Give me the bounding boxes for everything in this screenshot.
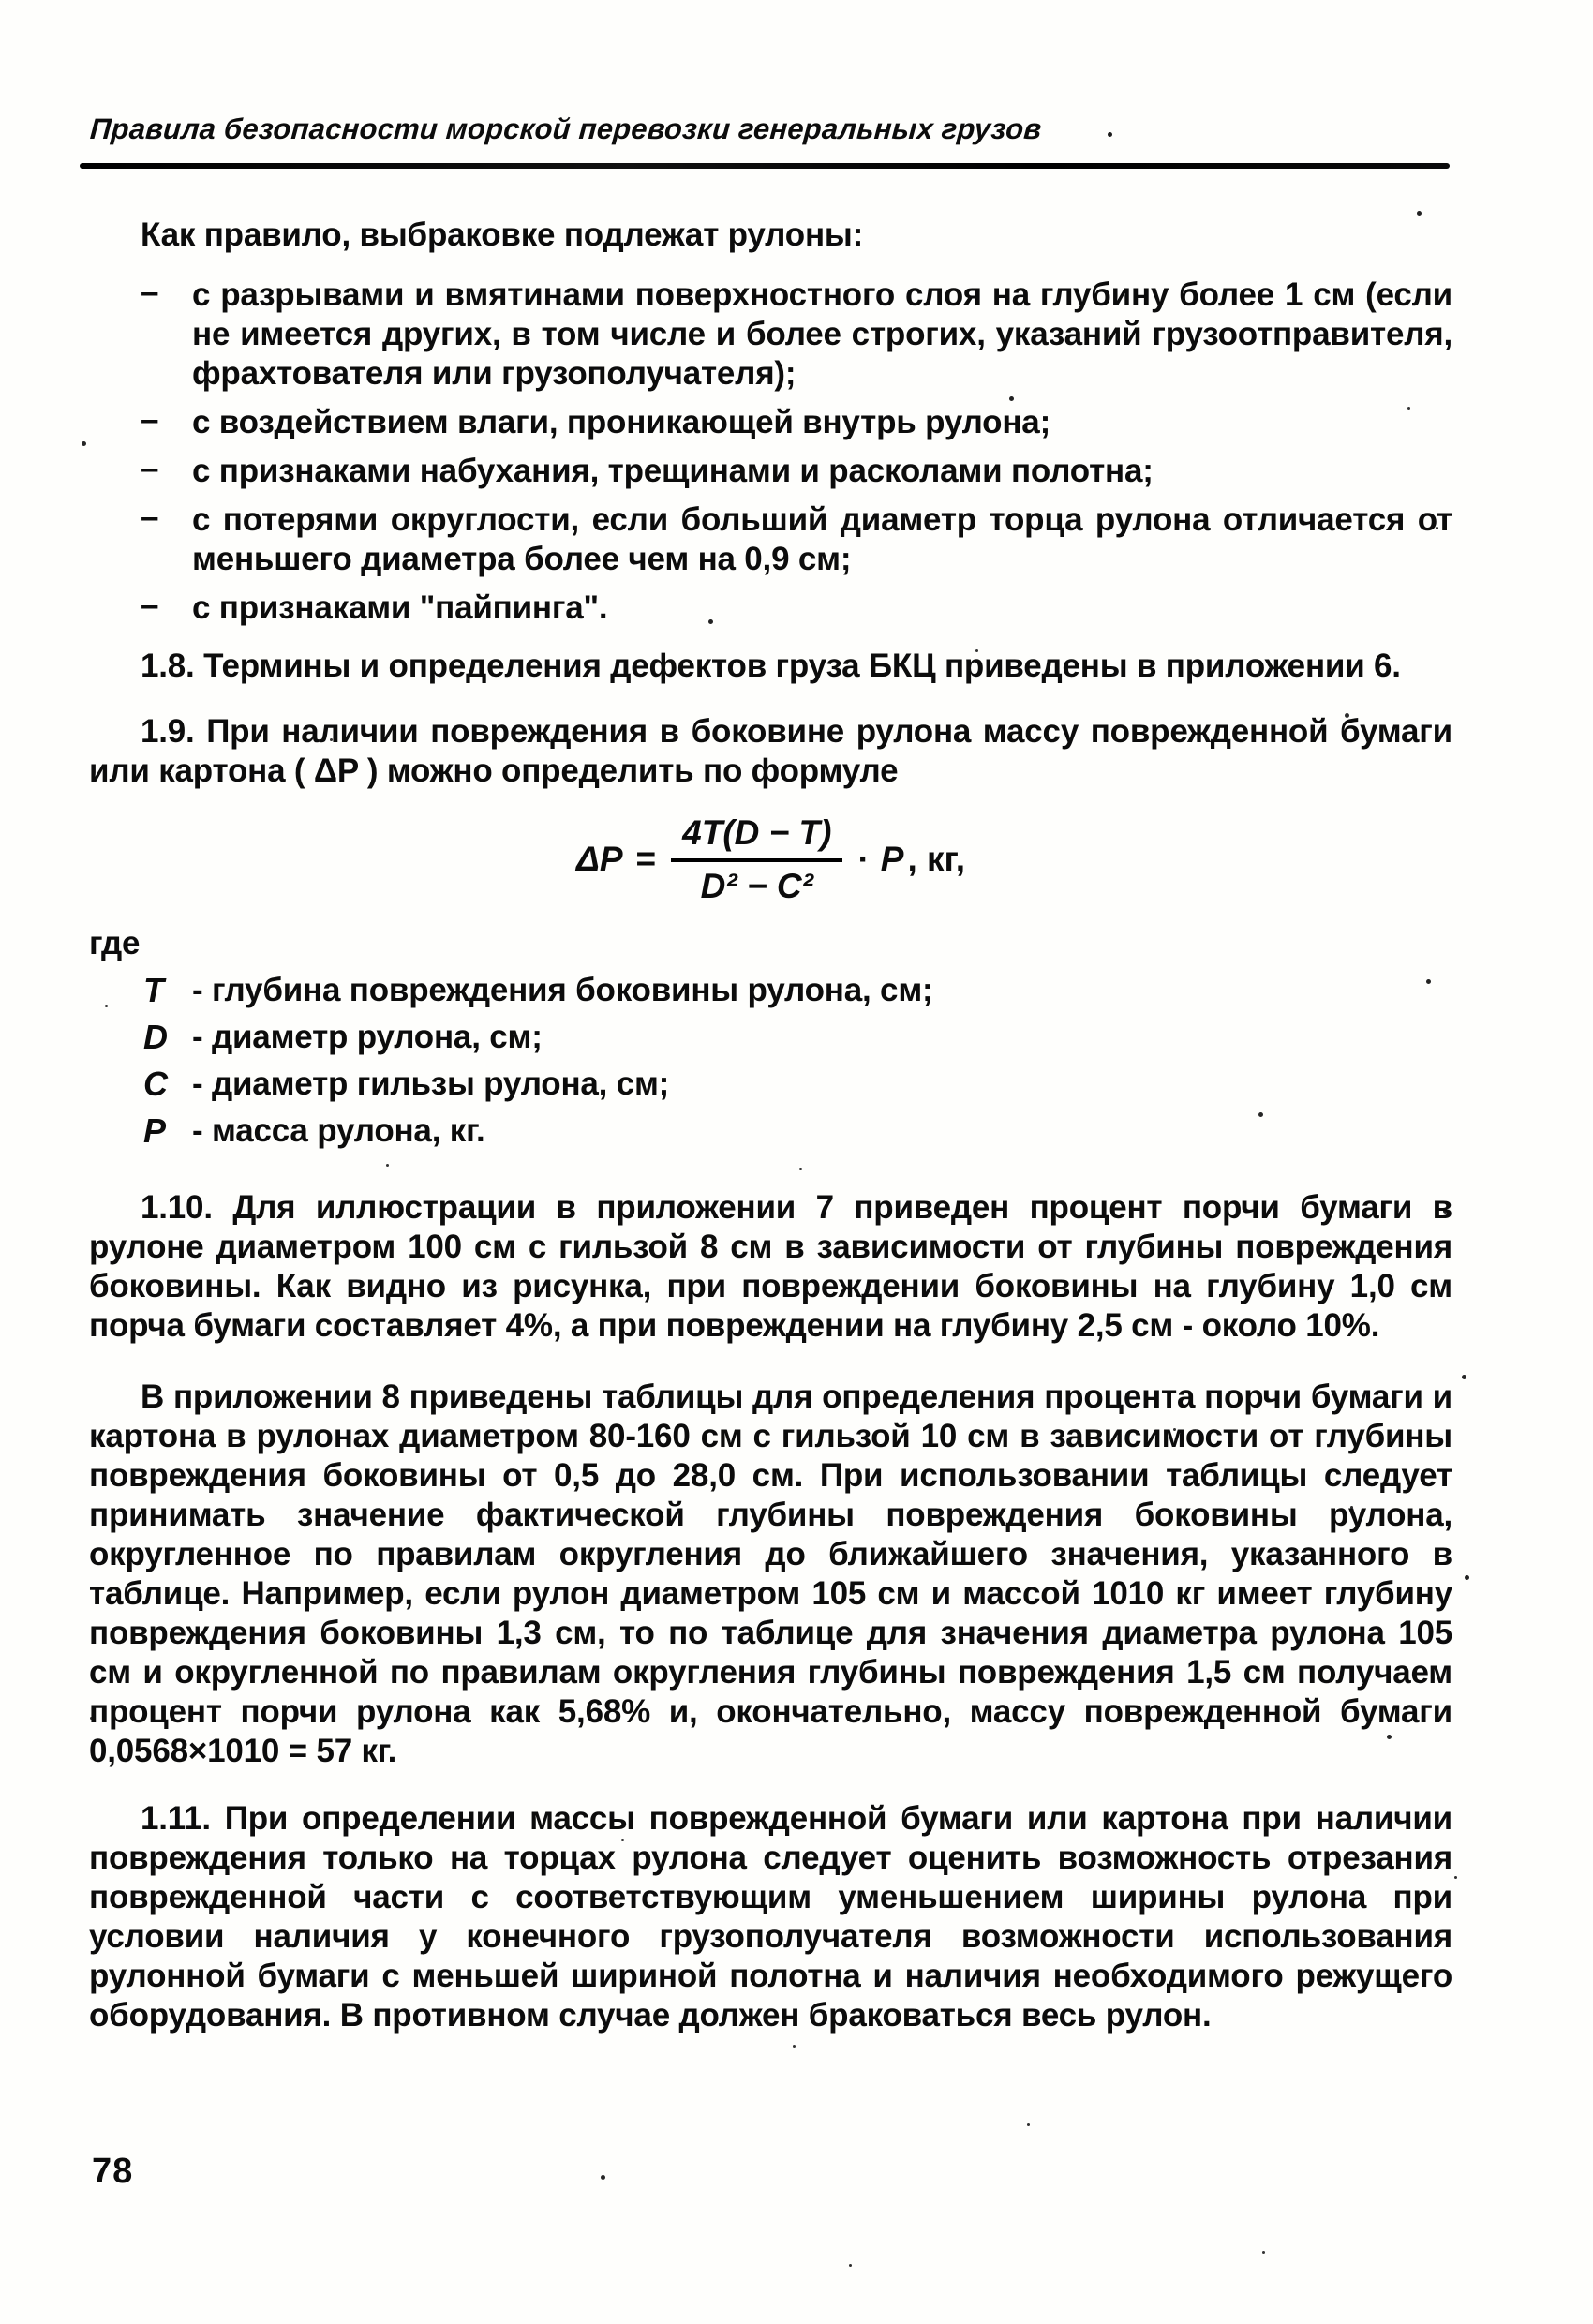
paragraph-1-9: 1.9. При наличии повреждения в боковине рулона массу поврежденной бумаги или картона ( ΔP ) можно определить по формуле [89,713,1452,789]
running-header: Правила безопасности морской перевозки генеральных грузов [89,112,1043,145]
paragraph-1-8: 1.8. Термины и определения дефектов груза БКЦ приведены в приложении 6. [141,648,1401,684]
definition-symbol: T [143,971,164,1009]
definition-row [89,1065,1452,1104]
page-content [89,0,1452,2035]
definition-row [89,1111,1452,1151]
definition-symbol: P [143,1111,166,1150]
definition-text: - глубина повреждения боковины рулона, см; [192,972,933,1008]
page-number: 78 [92,2152,134,2191]
list-item-marker: – [141,450,159,486]
list-item-marker: – [141,587,159,623]
list-item-text: с разрывами и вмятинами поверхностного слоя на глубину более 1 см (если не имеется других, в том числе и более строгих, указаний грузоотправителя, фрахтователя или грузополучателя); [192,276,1452,392]
scan-noise [0,0,3,3]
list-item-marker: – [141,499,159,535]
list-item-text: с воздействием влаги, проникающей внутрь рулона; [192,404,1051,440]
formula [89,813,1452,903]
list-item [89,588,1452,628]
formula-fraction [671,813,842,903]
definition-symbol: D [143,1018,168,1056]
formula-numerator: 4T(D − T) [671,813,842,862]
list-item-text: с потерями округлости, если больший диаметр торца рулона отличается от меньшего диаметра более чем на 0,9 см; [192,501,1452,577]
list-item [89,452,1452,491]
definition-text: - диаметр рулона, см; [192,1019,543,1055]
variable-definitions [89,971,1452,1151]
definition-row [89,1018,1452,1057]
list-item-text: с признаками "пайпинга". [192,589,608,626]
defect-list [89,276,1452,628]
list-item-marker: – [141,274,159,310]
definition-row [89,971,1452,1010]
paragraph-appendix-8: В приложении 8 приведены таблицы для определения процента порчи бумаги и картона в рулонах диаметром 80-160 см с гильзой 10 см в зависимости от глубины повреждения боковины от 0,5 до 28,0 см. При использовании таблицы следует принимать значение фактической глубины повреждения боковины рулона, округленное по правилам округления до ближайшего значения, указанного в таблице. Например, если рулон диаметром 105 см и массой 1010 кг имеет глубину повреждения боковины 1,3 см, то по таблице для значения диаметра рулона 105 см и округленной по правилам округления глубины повреждения 1,5 см получаем процент порчи рулона как 5,68% и, окончательно, массу поврежденной бумаги 0,0568×1010 = 57 кг. [89,1378,1452,1769]
list-item-text: с признаками набухания, трещинами и расколами полотна; [192,453,1154,489]
formula-multiply-sign: · [857,839,870,878]
formula-denominator: D² − C² [700,867,813,905]
header-rule [80,163,1450,169]
definition-text: - диаметр гильзы рулона, см; [192,1065,670,1102]
where-label: где [89,925,141,961]
list-item [89,500,1452,579]
paragraph-1-11: 1.11. При определении массы поврежденной бумаги или картона при наличии повреждения только на торцах рулона следует оценить возможность отрезания поврежденной части с соответствующим уменьшением ширины рулона при условии наличия у конечного грузополучателя возможности использования рулонной бумаги с меньшей шириной полотна и наличия необходимого режущего оборудования. В противном случае должен браковаться весь рулон. [89,1800,1452,2034]
formula-lhs: ΔP [576,839,623,878]
formula-factor: P [880,839,904,878]
intro-paragraph: Как правило, выбраковке подлежат рулоны: [141,216,864,253]
formula-equals: = [635,839,657,878]
definition-symbol: C [143,1065,168,1103]
list-item [89,403,1452,442]
definition-text: - масса рулона, кг. [192,1112,485,1149]
paragraph-1-10: 1.10. Для иллюстрации в приложении 7 приведен процент порчи бумаги в рулоне диаметром 100 см с гильзой 8 см в зависимости от глубины повреждения боковины. Как видно из рисунка, при повреждении боковины на глубину 1,0 см порча бумаги составляет 4%, а при повреждении на глубину 2,5 см - около 10%. [89,1189,1452,1344]
list-item-marker: – [141,401,159,438]
list-item [89,276,1452,394]
formula-units: , кг, [907,839,965,878]
